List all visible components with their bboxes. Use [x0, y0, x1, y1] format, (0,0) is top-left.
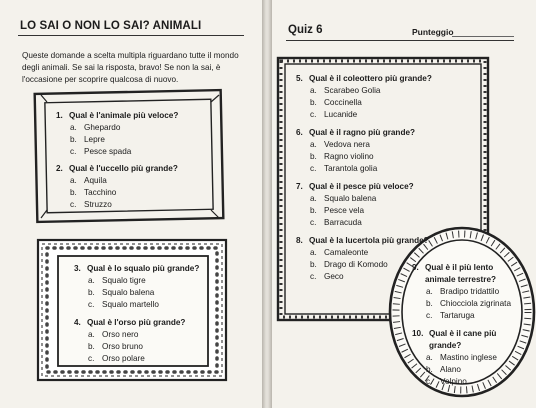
option: c. Tartaruga [426, 311, 475, 320]
option: a. Aquila [70, 176, 107, 185]
option: c. Orso polare [88, 354, 145, 363]
option: b. Alano [426, 365, 461, 374]
quiz-rule [286, 40, 514, 41]
option: c. Barracuda [310, 218, 362, 227]
title-rule [18, 35, 244, 36]
intro-text: Queste domande a scelta multipla riguardano tutte il mondo degli animali. Se sai la risposta, bravo! Se non la sai, è l'occasione per scoprire qualcosa di nuovo. [22, 51, 239, 84]
option: b. Coccinella [310, 98, 362, 107]
option: b. Drago di Komodo [310, 260, 388, 269]
question-6: 6. Qual è il ragno più grande? a. Vedova nera b. Ragno violino c. Tarantola golia [296, 128, 415, 173]
option: a. Ghepardo [70, 123, 121, 132]
score-label: Punteggio [412, 27, 454, 37]
option: a. Squalo tigre [88, 276, 146, 285]
question-7: 7. Qual è il pesce più veloce? a. Squalo balena b. Pesce vela c. Barracuda [296, 182, 414, 227]
score-field[interactable] [452, 36, 514, 37]
option: c. Struzzo [70, 200, 112, 209]
option: c. Tarantola golia [310, 164, 378, 173]
option: b. Lepre [70, 135, 105, 144]
option: a. Orso nero [88, 330, 139, 339]
option: b. Tacchino [70, 188, 117, 197]
option: c. Pesce spada [70, 147, 132, 156]
question-1: 1. Qual è l'animale più veloce? a. Ghepardo b. Lepre c. Pesce spada [56, 111, 179, 156]
option: b. Chiocciola zigrinata [426, 299, 511, 308]
option: b. Ragno violino [310, 152, 374, 161]
question-4: 4. Qual è l'orso più grande? a. Orso nero b. Orso bruno c. Orso polare [74, 318, 186, 363]
option: a. Camaleonte [310, 248, 369, 257]
option: a. Bradipo tridattilo [426, 287, 500, 296]
page-title: LO SAI O NON LO SAI? ANIMALI [20, 20, 202, 32]
option: b. Squalo balena [88, 288, 155, 297]
option: b. Orso bruno [88, 342, 143, 351]
option: c. Squalo martello [88, 300, 159, 309]
option: a. Mastino inglese [426, 353, 497, 362]
option: a. Scarabeo Golia [310, 86, 381, 95]
question-9: 9. Qual è il più lento animale terrestre? a. Bradipo tridattilo b. Chiocciola zigrinata c. Tartaruga [412, 262, 514, 322]
question-3: 3. Qual è lo squalo più grande? a. Squalo tigre b. Squalo balena c. Squalo martello [74, 264, 200, 309]
question-2: 2. Qual è l'uccello più grande? a. Aquila b. Tacchino c. Struzzo [56, 164, 178, 209]
option: c. Geco [310, 272, 344, 281]
question-5: 5. Qual è il coleottero più grande? a. Scarabeo Golia b. Coccinella c. Lucanide [296, 74, 432, 119]
question-8: 8. Qual è la lucertola più grande? a. Camaleonte b. Drago di Komodo c. Geco [296, 236, 429, 281]
option: c. Volpino [426, 377, 467, 386]
quiz-title: Quiz 6 [288, 24, 323, 36]
option: b. Pesce vela [310, 206, 365, 215]
option: a. Vedova nera [310, 140, 370, 149]
question-10: 10. Qual è il cane più grande? a. Mastino inglese b. Alano c. Volpino [412, 328, 504, 388]
option: c. Lucanide [310, 110, 358, 119]
option: a. Squalo balena [310, 194, 377, 203]
